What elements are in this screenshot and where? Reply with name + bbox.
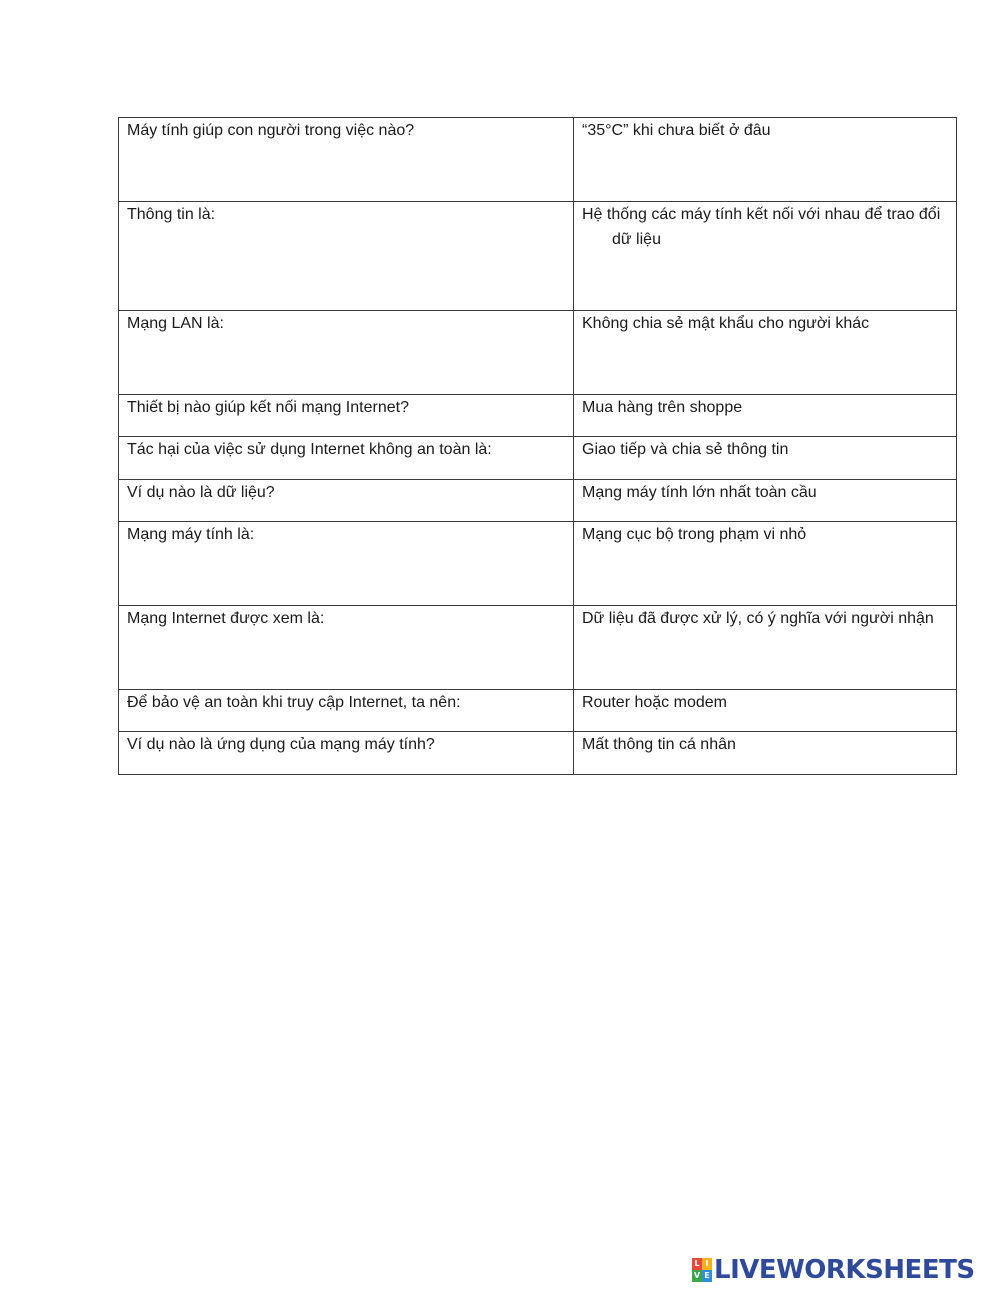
table-row: [119, 311, 957, 395]
answer-text: Mạng máy tính lớn nhất toàn cầu: [582, 484, 817, 501]
question-text: Ví dụ nào là dữ liệu?: [127, 484, 275, 501]
question-text: Ví dụ nào là ứng dụng của mạng máy tính?: [127, 736, 435, 753]
question-cell: [119, 395, 574, 437]
answer-text: Mua hàng trên shoppe: [582, 399, 743, 416]
liveworksheets-logo-icon: [692, 1258, 712, 1282]
logo-letter-l: L: [692, 1258, 702, 1270]
liveworksheets-wordmark: LIVEWORKSHEETS: [714, 1255, 975, 1285]
answer-cell: [574, 202, 957, 311]
question-text: Tác hại của việc sử dụng Internet không an toàn là:: [127, 441, 492, 458]
question-cell: [119, 480, 574, 522]
question-cell: [119, 732, 574, 775]
logo-letter-e: E: [702, 1270, 712, 1282]
table-row: [119, 606, 957, 690]
answer-text: Dữ liệu đã được xử lý, có ý nghĩa với người nhận: [582, 610, 934, 627]
logo-letter-i: I: [702, 1258, 712, 1270]
table-row: [119, 437, 957, 480]
table-row: [119, 480, 957, 522]
question-text: Để bảo vệ an toàn khi truy cập Internet, ta nên:: [127, 694, 461, 711]
question-cell: [119, 606, 574, 690]
question-cell: [119, 690, 574, 732]
question-text: Thông tin là:: [127, 206, 216, 223]
answer-text: Hệ thống các máy tính kết nối với nhau để trao đổi dữ liệu: [582, 206, 941, 248]
answer-text: Giao tiếp và chia sẻ thông tin: [582, 441, 789, 458]
matching-table: [118, 117, 957, 775]
liveworksheets-logo: [692, 1255, 975, 1285]
table-row: [119, 118, 957, 202]
question-text: Thiết bị nào giúp kết nối mạng Internet?: [127, 399, 409, 416]
logo-letter-v: V: [693, 1271, 701, 1280]
table-row: [119, 732, 957, 775]
answer-cell: [574, 437, 957, 480]
answer-cell: [574, 690, 957, 732]
question-text: Mạng LAN là:: [127, 315, 224, 332]
answer-cell: [574, 311, 957, 395]
answer-text: Mất thông tin cá nhân: [582, 736, 736, 753]
question-text: Mạng Internet được xem là:: [127, 610, 325, 627]
answer-text: “35°C” khi chưa biết ở đâu: [582, 122, 771, 139]
question-text: Máy tính giúp con người trong việc nào?: [127, 122, 415, 139]
table-row: [119, 522, 957, 606]
table-row: [119, 395, 957, 437]
question-cell: [119, 311, 574, 395]
answer-text: Không chia sẻ mật khẩu cho người khác: [582, 315, 870, 332]
question-cell: [119, 118, 574, 202]
answer-text: Mạng cục bộ trong phạm vi nhỏ: [582, 526, 807, 543]
question-cell: [119, 437, 574, 480]
table-row: [119, 690, 957, 732]
question-cell: [119, 202, 574, 311]
question-cell: [119, 522, 574, 606]
answer-cell: [574, 118, 957, 202]
answer-text: Router hoặc modem: [582, 694, 727, 711]
answer-cell: [574, 522, 957, 606]
answer-cell: [574, 395, 957, 437]
question-text: Mạng máy tính là:: [127, 526, 255, 543]
table-row: [119, 202, 957, 311]
answer-cell: [574, 480, 957, 522]
answer-cell: [574, 606, 957, 690]
answer-cell: [574, 732, 957, 775]
